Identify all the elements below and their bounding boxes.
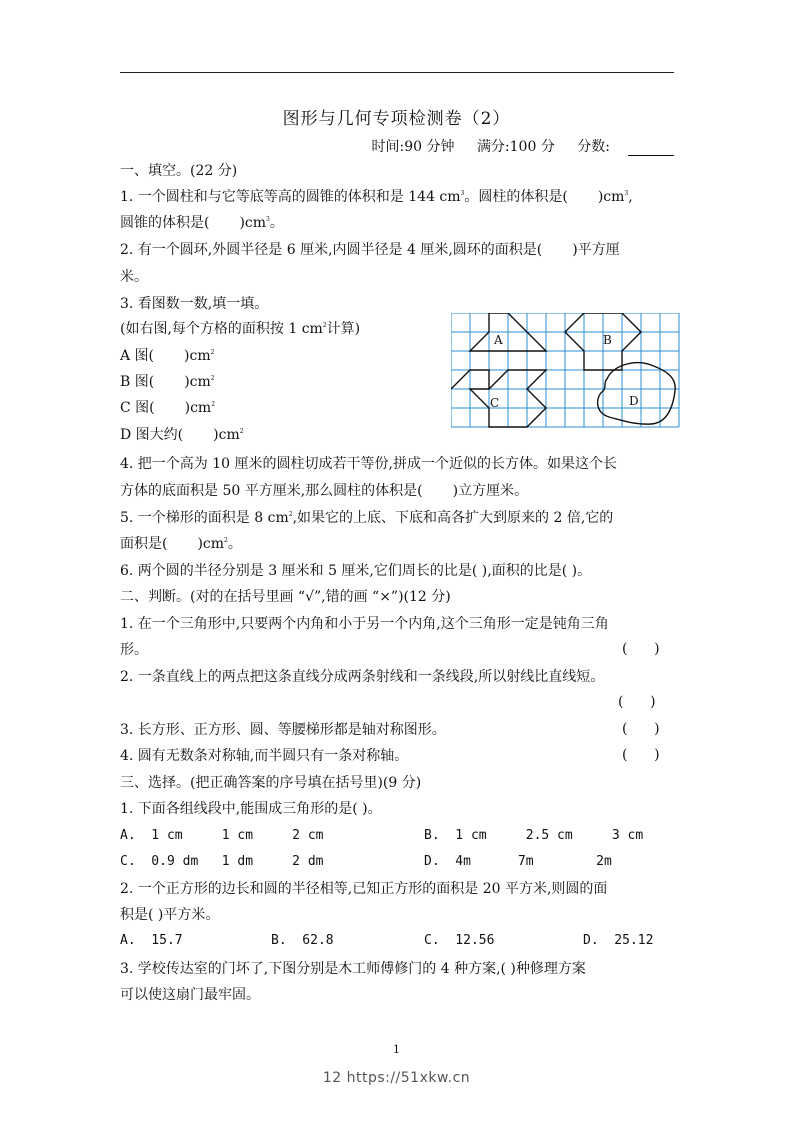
s3-q1-option-c: C. 0.9 dm 1 dm 2 dm	[120, 854, 324, 869]
time-label: 时间:90 分钟	[371, 139, 455, 155]
s3-q1-option-a: A. 1 cm 1 cm 2 cm	[120, 828, 324, 843]
s1-q3-line1: 3. 看图数一数,填一填。	[120, 296, 269, 312]
section2-heading: 二、判断。(对的在括号里画 “√”,错的画 “×”)(12 分)	[120, 589, 451, 605]
s1-q5-line1: 5. 一个梯形的面积是 8 $cm^2$,如果它的上底、下底和高各扩大到原来的 2 倍,它的	[120, 510, 614, 526]
full-score-label: 满分:100 分	[476, 139, 555, 155]
s3-q2-option-b: B. 62.8	[271, 933, 334, 948]
s1-q1-line1: 1. 一个圆柱和与它等底等高的圆锥的体积和是 144 $cm^3$。圆柱的体积是( )$cm^3$,	[120, 189, 633, 205]
s2-q3-answer[interactable]: ( )	[622, 721, 660, 737]
s2-q1-answer[interactable]: ( )	[622, 641, 660, 657]
s1-q1-line2: 圆锥的体积是( )$cm^3$。	[120, 215, 284, 231]
s1-q2-line2: 米。	[120, 269, 148, 285]
s1-q6: 6. 两个圆的半径分别是 3 厘米和 5 厘米,它们周长的比是( ),面积的比是( )。	[120, 563, 592, 579]
s1-q4-line2: 方体的底面积是 50 平方厘米,那么圆柱的体积是( )立方厘米。	[120, 483, 529, 499]
s3-q2-option-a: A. 15.7	[120, 933, 183, 948]
s1-q3-b: B 图( )$cm^2$	[120, 374, 215, 390]
page-title: 图形与几何专项检测卷（2）	[282, 109, 511, 129]
s3-q1-option-d: D. 4m 7m 2m	[424, 854, 612, 869]
s2-q1-line2: 形。	[120, 642, 148, 658]
header-rule	[120, 72, 674, 73]
s3-q2-option-d: D. 25.12	[583, 933, 654, 948]
s1-q5-line2: 面积是( )$cm^2$。	[120, 536, 242, 552]
s2-q2-answer[interactable]: ( )	[618, 694, 656, 710]
s3-q2-option-c: C. 12.56	[424, 933, 495, 948]
s3-q1-option-b: B. 1 cm 2.5 cm 3 cm	[424, 828, 644, 843]
score-label: 分数:	[577, 139, 674, 155]
s1-q2-line1: 2. 有一个圆环,外圆半径是 6 厘米,内圆半径是 4 厘米,圆环的面积是( )平方厘	[120, 242, 620, 258]
s3-q3-line1: 3. 学校传达室的门坏了,下图分别是木工师傅修门的 4 种方案,( )种修理方案	[120, 961, 586, 977]
s2-q4: 4. 圆有无数条对称轴,而半圆只有一条对称轴。	[120, 748, 409, 764]
section1-heading: 一、填空。(22 分)	[120, 163, 238, 179]
section3-heading: 三、选择。(把正确答案的序号填在括号里)(9 分)	[120, 775, 422, 791]
label-a: A	[494, 333, 503, 347]
label-c: C	[490, 396, 500, 410]
score-blank	[628, 141, 674, 156]
footer-watermark: 12 https://51xkw.cn	[322, 1070, 471, 1086]
s3-q3-line2: 可以使这扇门最牢固。	[120, 987, 260, 1003]
s2-q2: 2. 一条直线上的两点把这条直线分成两条射线和一条线段,所以射线比直线短。	[120, 669, 605, 685]
label-d: D	[629, 394, 639, 408]
s1-q3-line2: (如右图,每个方格的面积按 1 $cm^2$计算)	[120, 321, 361, 337]
s1-q4-line1: 4. 把一个高为 10 厘米的圆柱切成若干等份,拼成一个近似的长方体。如果这个长	[120, 456, 617, 472]
s1-q3-a: A 图( )$cm^2$	[120, 348, 215, 364]
s3-q2-line1: 2. 一个正方形的边长和圆的半径相等,已知正方形的面积是 20 平方米,则圆的面	[120, 881, 608, 897]
s1-q3-c: C 图( )$cm^2$	[120, 400, 216, 416]
s2-q1-line1: 1. 在一个三角形中,只要两个内角和小于另一个内角,这个三角形一定是钝角三角	[120, 616, 609, 632]
area-grid-figure	[451, 313, 681, 429]
s1-q3-d: D 图大约( )$cm^2$	[120, 427, 244, 443]
s3-q1: 1. 下面各组线段中,能围成三角形的是( )。	[120, 801, 382, 817]
s3-q2-line2: 积是( )平方米。	[120, 907, 220, 923]
s2-q3: 3. 长方形、正方形、圆、等腰梯形都是轴对称图形。	[120, 722, 446, 738]
s2-q4-answer[interactable]: ( )	[622, 747, 660, 763]
page-number: 1	[393, 1043, 400, 1056]
label-b: B	[603, 333, 612, 347]
exam-meta	[354, 136, 675, 156]
